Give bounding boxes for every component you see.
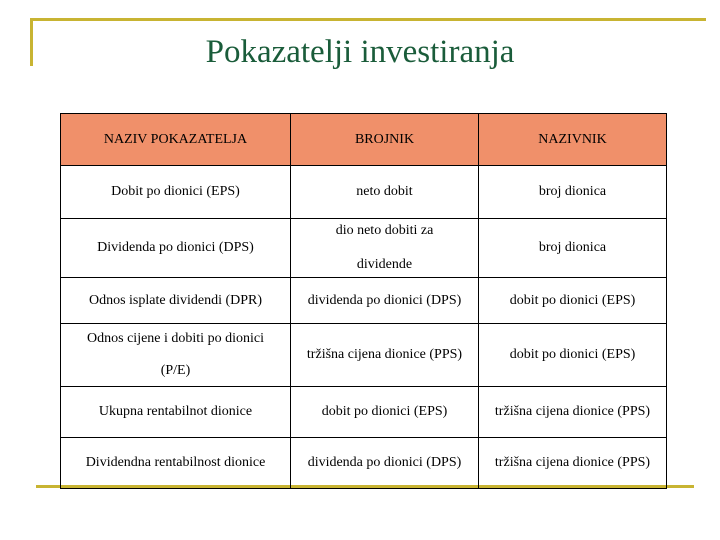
header-denominator: NAZIVNIK (479, 114, 667, 166)
indicator-name (61, 324, 291, 387)
indicator-numerator: tržišna cijena dionice (PPS) (291, 324, 479, 387)
header-numerator: BROJNIK (291, 114, 479, 166)
indicator-denominator: broj dionica (479, 166, 667, 219)
indicator-numerator: dobit po dionici (EPS) (291, 387, 479, 438)
frame-top-line (30, 18, 706, 21)
indicator-numerator (291, 219, 479, 278)
indicator-name: Odnos isplate dividendi (DPR) (61, 278, 291, 324)
indicator-denominator: broj dionica (479, 219, 667, 278)
indicator-denominator: tržišna cijena dionice (PPS) (479, 387, 667, 438)
table-row (61, 219, 667, 278)
indicators-table (60, 113, 667, 489)
indicator-name: Dividendna rentabilnost dionice (61, 438, 291, 489)
indicator-denominator: dobit po dionici (EPS) (479, 278, 667, 324)
name-line-2: (P/E) (160, 363, 191, 378)
table-header-row (61, 114, 667, 166)
header-name: NAZIV POKAZATELJA (61, 114, 291, 166)
indicator-name: Dividenda po dionici (DPS) (61, 219, 291, 278)
numerator-line-1: dio neto dobiti za (335, 223, 434, 238)
page-title: Pokazatelji investiranja (205, 34, 515, 70)
table-row (61, 166, 667, 219)
numerator-line-2: dividende (356, 257, 413, 272)
table-row (61, 387, 667, 438)
name-line-1: Odnos cijene i dobiti po dionici (87, 331, 264, 346)
table-row (61, 278, 667, 324)
indicator-name: Dobit po dionici (EPS) (61, 166, 291, 219)
indicator-numerator: dividenda po dionici (DPS) (291, 278, 479, 324)
indicator-denominator: dobit po dionici (EPS) (479, 324, 667, 387)
table-row (61, 324, 667, 387)
indicator-numerator: neto dobit (291, 166, 479, 219)
indicator-denominator: tržišna cijena dionice (PPS) (479, 438, 667, 489)
indicator-numerator: dividenda po dionici (DPS) (291, 438, 479, 489)
table-row (61, 438, 667, 489)
indicator-name: Ukupna rentabilnot dionice (61, 387, 291, 438)
